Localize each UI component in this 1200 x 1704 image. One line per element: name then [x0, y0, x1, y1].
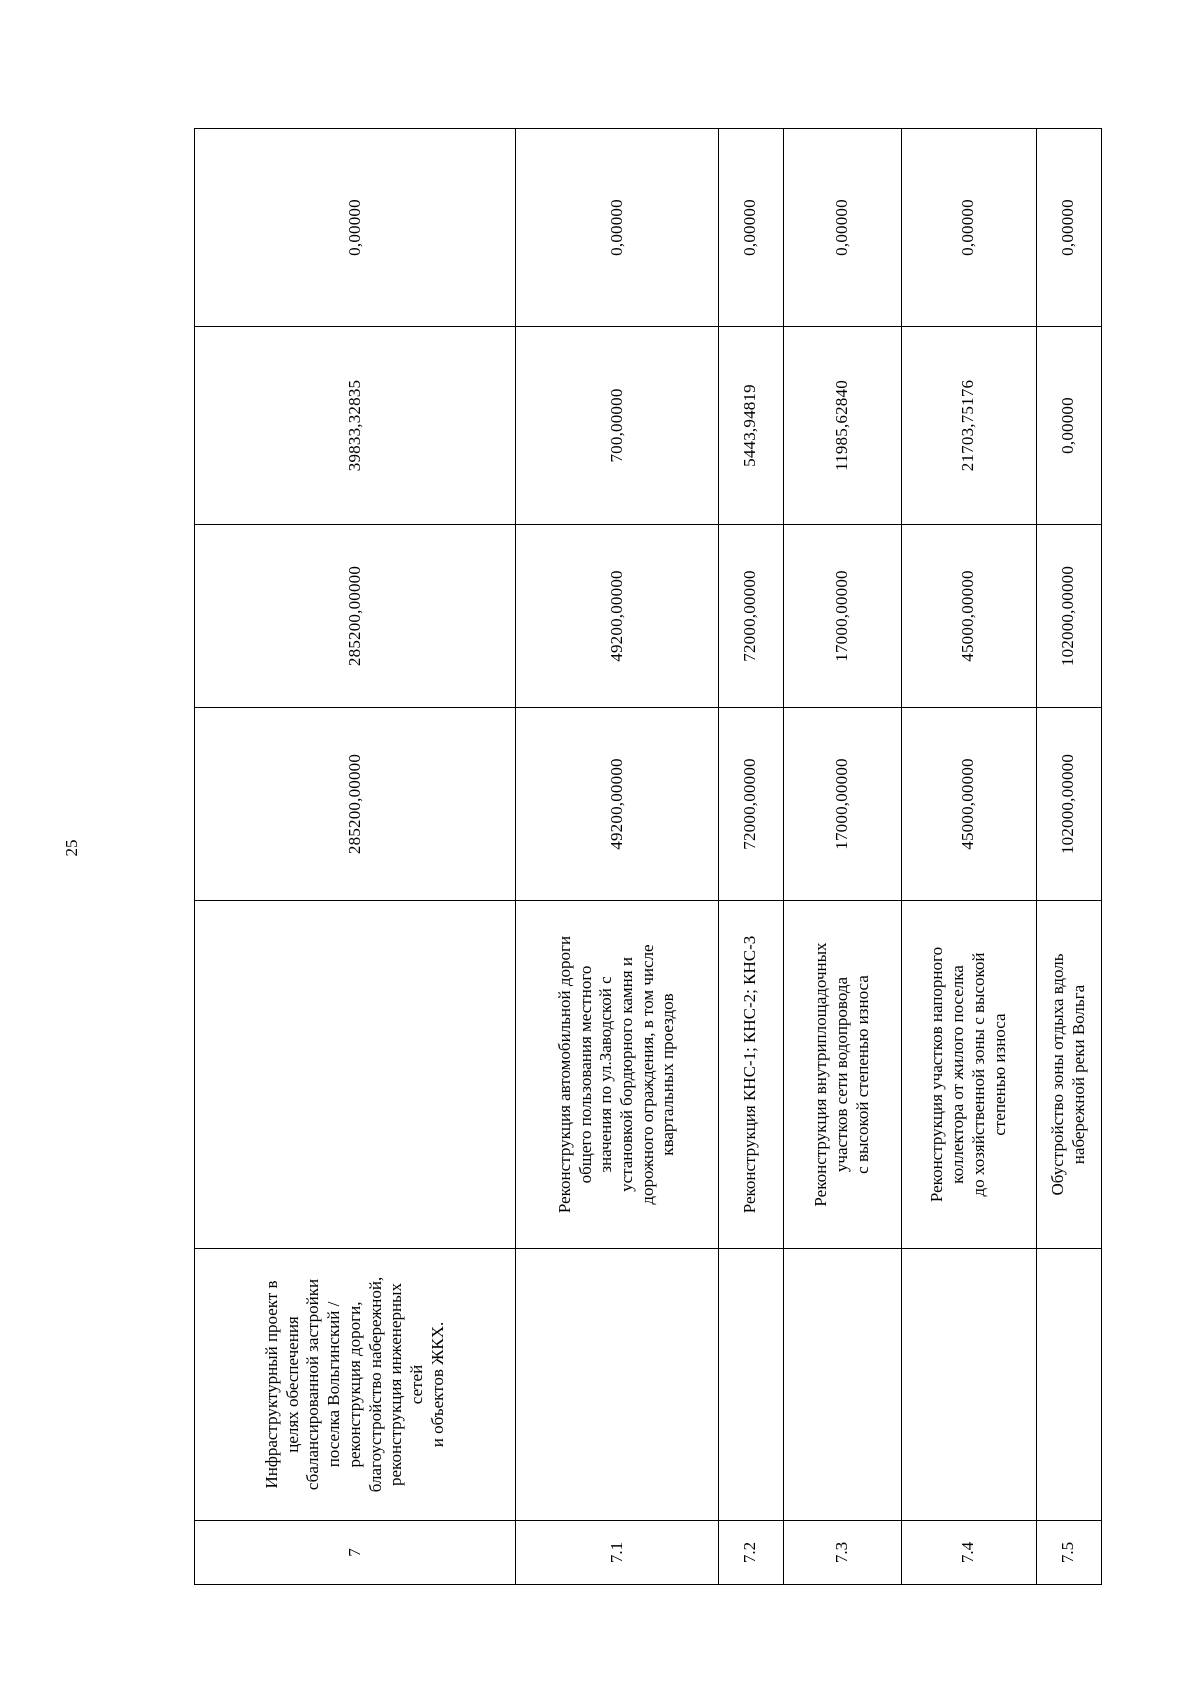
value-total: 49200,00000 [516, 708, 718, 901]
table-row [902, 129, 1036, 1585]
value-actual: 39833,32835 [195, 327, 516, 525]
event-name: Реконструкция внутриплощадочных участков сети водопровода с высокой степенью износа [783, 901, 901, 1249]
project-name [783, 1249, 901, 1521]
table-row [195, 129, 516, 1585]
value-other: 0,00000 [195, 129, 516, 327]
event-name: Реконструкция КНС-1; КНС-2; КНС-3 [718, 901, 783, 1249]
project-name [516, 1249, 718, 1521]
financing-table [194, 128, 1102, 1585]
value-actual: 5443,94819 [718, 327, 783, 525]
value-total: 72000,00000 [718, 708, 783, 901]
value-total: 17000,00000 [783, 708, 901, 901]
value-actual: 700,00000 [516, 327, 718, 525]
value-planned: 72000,00000 [718, 525, 783, 708]
event-name: Обустройство зоны отдыха вдоль набережной реки Вольга [1036, 901, 1101, 1249]
project-name: Инфраструктурный проект в целях обеспечения сбалансированной застройки поселка Вольгинский / реконструкция дороги, благоустройство набережной, реконструкция инженерных сетей и объектов ЖКХ. [195, 1249, 516, 1521]
value-planned: 17000,00000 [783, 525, 901, 708]
page-number: 25 [62, 839, 81, 857]
row-number: 7.4 [902, 1521, 1036, 1585]
value-planned: 102000,00000 [1036, 525, 1101, 708]
value-actual: 11985,62840 [783, 327, 901, 525]
project-name [902, 1249, 1036, 1521]
value-other: 0,00000 [516, 129, 718, 327]
value-actual: 0,00000 [1036, 327, 1101, 525]
row-number: 7.3 [783, 1521, 901, 1585]
value-total: 45000,00000 [902, 708, 1036, 901]
table-row [516, 129, 718, 1585]
event-name [195, 901, 516, 1249]
value-total: 285200,00000 [195, 708, 516, 901]
value-other: 0,00000 [718, 129, 783, 327]
row-number: 7 [195, 1521, 516, 1585]
project-name [718, 1249, 783, 1521]
value-total: 102000,00000 [1036, 708, 1101, 901]
event-name: Реконструкция участков напорного коллектора от жилого поселка до хозяйственной зоны с высокой степенью износа [902, 901, 1036, 1249]
table-row [718, 129, 783, 1585]
value-other: 0,00000 [1036, 129, 1101, 327]
rotated-table-container [194, 129, 1102, 1585]
table-row [783, 129, 901, 1585]
row-number: 7.2 [718, 1521, 783, 1585]
value-other: 0,00000 [902, 129, 1036, 327]
row-number: 7.5 [1036, 1521, 1101, 1585]
event-name: Реконструкция автомобильной дороги общего пользования местного значения по ул.Заводской с установкой бордюрного камня и дорожного ограждения, в том числе квартальных проездов [516, 901, 718, 1249]
value-other: 0,00000 [783, 129, 901, 327]
table-row [1036, 129, 1101, 1585]
value-actual: 21703,75176 [902, 327, 1036, 525]
value-planned: 49200,00000 [516, 525, 718, 708]
row-number: 7.1 [516, 1521, 718, 1585]
value-planned: 45000,00000 [902, 525, 1036, 708]
project-name [1036, 1249, 1101, 1521]
value-planned: 285200,00000 [195, 525, 516, 708]
